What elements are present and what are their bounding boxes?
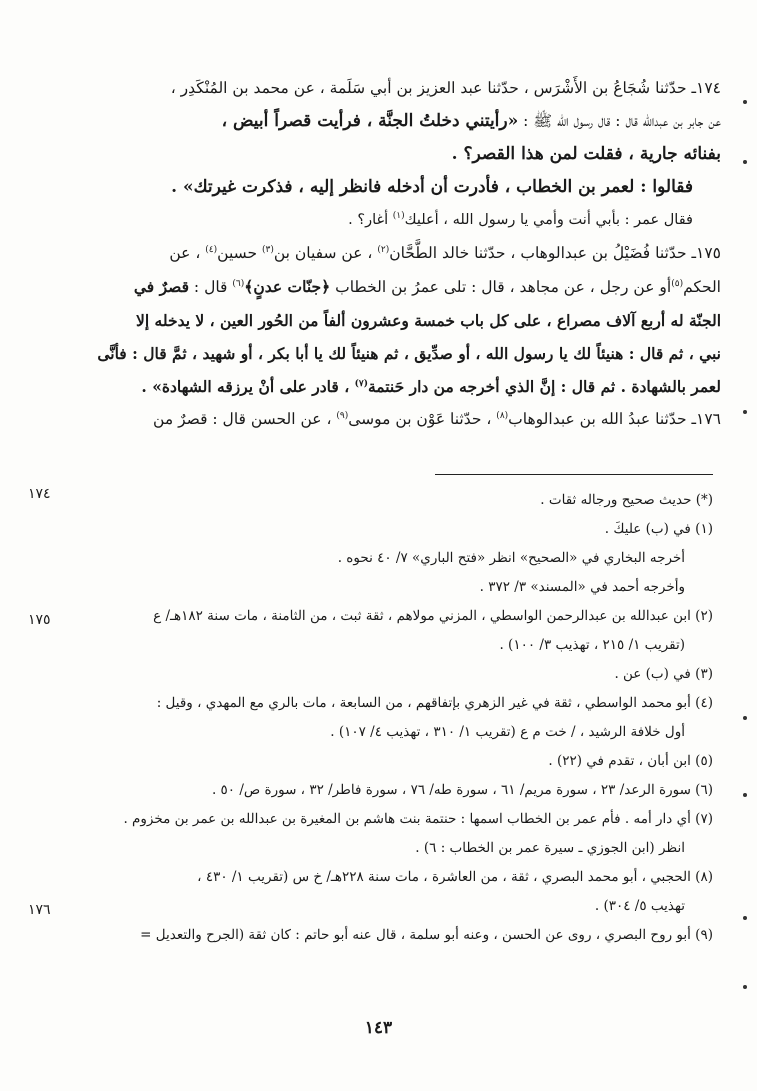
hadith-quote: ، قادر على أنْ يرزقه الشهادة» . (141, 377, 355, 396)
hadith-quote: بفنائه جارية ، فقلت لمن هذا القصر؟ . (451, 144, 721, 164)
footnote-separator (435, 474, 713, 475)
text-span: فقال عمر : بأبي أنت وأمي يا رسول الله ، أعليك (404, 212, 693, 228)
footnote-continuation: تهذيب ٥/ ٣٠٤) . (594, 898, 685, 914)
margin-mark (743, 160, 747, 164)
margin-mark (743, 793, 747, 797)
hadith-174-line (74, 138, 721, 171)
footnote: (٥) ابن أبان ، تقدم في (٢٢) . (548, 753, 713, 769)
footnote-ref: (٨) (496, 410, 509, 421)
margin-number: ١٧٤ (28, 486, 51, 502)
footnote: (٩) أبو روح البصري ، روى عن الحسن ، وعنه أبو سلمة ، قال عنه أبو حاتم : كان ثقة (الجرح والتعديل = (140, 927, 713, 943)
footnote-continuation: أول خلافة الرشيد ، / خت م ع (تقريب ١/ ٣١٠ ، تهذيب ٤/ ١٠٧) . (330, 724, 685, 740)
page-number: ١٤٣ (364, 1018, 393, 1038)
footnote-ref: (٣) (261, 244, 274, 255)
hadith-quote: فقالوا : لعمر بن الخطاب ، فأدرت أن أدخله فانظر إليه ، فذكرت غيرتك» . (171, 177, 693, 197)
margin-mark (743, 100, 747, 104)
hadith-175-line (74, 337, 721, 370)
margin-mark (743, 410, 747, 414)
hadith-quote: قصرٌ في (133, 277, 189, 296)
hadith-quote: «رأيتني دخلتُ الجنَّة ، فرأيت قصراً أبيض ، (221, 111, 519, 131)
footnote-continuation: (تقريب ١/ ٢١٥ ، تهذيب ٣/ ١٠٠) . (499, 637, 685, 653)
text-span: الحكم (683, 278, 721, 296)
text-span: ، عن الحسن قال : قصرٌ من (153, 410, 337, 428)
text-span: ، عن سفيان بن (273, 244, 378, 262)
footnote-ref: (٧) (354, 378, 368, 389)
quran-quote: ﴿جنّات عدنٍ﴾ (244, 277, 331, 296)
footnote-ref: (٤) (205, 244, 218, 255)
footnote: (٣) في (ب) عن . (614, 666, 713, 682)
hadith-175-line (74, 370, 721, 403)
text-span: ١٧٥ـ حدّثنا فُضَيْلُ بن عبدالوهاب ، حدّثنا خالد الطَّحَّان (389, 244, 721, 262)
main-text (74, 72, 721, 436)
footnote-ref: (١) (392, 211, 405, 222)
hadith-176-line (74, 403, 721, 436)
margin-number: ١٧٥ (28, 612, 51, 628)
footnote-continuation: انظر (ابن الجوزي ـ سيرة عمر بن الخطاب : ٦) . (415, 840, 685, 856)
text-span: أغار؟ . (348, 212, 393, 228)
footnote: (٧) أي دار أمه . فأم عمر بن الخطاب اسمها : حنتمة بنت هاشم بن المغيرة بن عبدالله بن عمر بن مخزوم . (123, 811, 713, 827)
hadith-quote: الجنّة له أربع آلاف مصراع ، على كل باب خمسة وعشرون ألفاً من الحُور العين ، لا يدخله إلا (136, 311, 721, 330)
text-span: ١٧٦ـ حدّثنا عبدُ الله بن عبدالوهاب (508, 410, 721, 428)
text-span: ، حدّثنا عَوْن بن موسى (348, 410, 497, 428)
hadith-174-line (74, 171, 721, 204)
footnote: (٦) سورة الرعد/ ٢٣ ، سورة مريم/ ٦١ ، سورة طه/ ٧٦ ، سورة فاطر/ ٣٢ ، سورة ص/ ٥٠ . (211, 782, 713, 798)
footnotes (74, 486, 713, 950)
text-span: ، عن (169, 244, 206, 262)
footnote-ref: (٢) (377, 244, 390, 255)
footnote-continuation: وأخرجه أحمد في «المسند» ٣/ ٣٧٢ . (479, 579, 685, 595)
hadith-174-line (74, 204, 721, 237)
text-span: عن جابر بن عبدالله قال : قال رسول الله ﷺ : (518, 112, 721, 130)
footnote: (٨) الحجبي ، أبو محمد البصري ، ثقة ، من العاشرة ، مات سنة ٢٢٨هـ/ خ س (تقريب ١/ ٤٣٠ ، (197, 869, 713, 885)
footnote: (٢) ابن عبدالله بن عبدالرحمن الواسطي ، المزني مولاهم ، ثقة ثبت ، من الثامنة ، مات سنة ١٨٢هـ/ ع (153, 608, 713, 624)
hadith-175-line (74, 270, 721, 304)
footnote-ref: (٦) (232, 278, 245, 289)
footnote: (١) في (ب) عليكَ . (604, 521, 713, 537)
hadith-quote: نبي ، ثم قال : هنيئاً لك يا رسول الله ، أو صدِّيق ، ثم هنيئاً لك يا أبا بكر ، أو شهيد ، ثمَّ قال : فأنَّى (97, 344, 721, 363)
footnote: (*) حديث صحيح ورجاله ثقات . (540, 492, 713, 508)
text-span: قال : (189, 278, 233, 296)
margin-mark (743, 985, 747, 989)
hadith-quote: لعمر بالشهادة . ثم قال : إنَّ الذي أخرجه من دار حَنتمة (367, 377, 721, 396)
hadith-174-line (74, 72, 721, 105)
text-span: حسين (217, 244, 262, 262)
hadith-175-line (74, 304, 721, 337)
text-span: أو عن رجل ، عن مجاهد ، قال : تلى عمرُ بن الخطاب (330, 278, 672, 296)
margin-mark (743, 916, 747, 920)
hadith-175-line (74, 237, 721, 270)
footnote-ref: (٩) (336, 410, 349, 421)
text-span: ١٧٤ـ حدّثنا شُجَاعُ بن الأَشْرَس ، حدّثنا عبد العزيز بن أبي سَلَمة ، عن محمد بن المُنْكَدِر ، (170, 79, 721, 97)
footnote-ref: (٥) (671, 278, 684, 289)
margin-mark (743, 716, 747, 720)
footnote: (٤) أبو محمد الواسطي ، ثقة في غير الزهري بإتفاقهم ، من السابعة ، مات بالري مع المهدي ، وقيل : (156, 695, 713, 711)
margin-number: ١٧٦ (28, 902, 51, 918)
hadith-174-line (74, 105, 721, 138)
footnote-continuation: أخرجه البخاري في «الصحيح» انظر «فتح الباري» ٧/ ٤٠ نحوه . (337, 550, 685, 566)
